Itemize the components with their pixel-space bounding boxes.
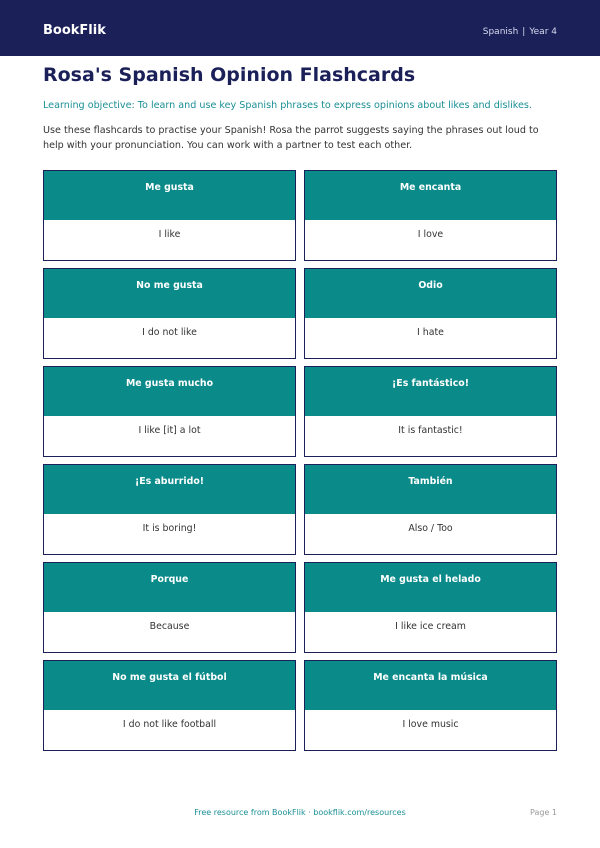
- flashcard: [43, 170, 296, 261]
- flashcard: [43, 464, 296, 555]
- flashcard-back: Also / Too: [408, 523, 453, 534]
- flashcard: [304, 660, 557, 751]
- course-meta: [483, 27, 557, 37]
- flashcard-back: I do not like: [142, 327, 197, 338]
- flashcard-back: I do not like football: [122, 719, 217, 730]
- flashcard-front: ¡Es aburrido!: [44, 465, 295, 514]
- flashcard-front: Me gusta: [44, 171, 295, 220]
- flashcard-back: I like [it] a lot: [138, 425, 201, 436]
- flashcard-grid: [43, 170, 557, 751]
- brand-logo[interactable]: BookFlik: [43, 23, 106, 38]
- meta-separator: |: [522, 27, 526, 37]
- flashcard-front: Odio: [305, 269, 556, 318]
- footer-credit-link[interactable]: Free resource from BookFlik · bookflik.com/resources: [194, 808, 406, 817]
- page-title: Rosa's Spanish Opinion Flashcards: [43, 64, 416, 86]
- learning-objective: Learning objective: To learn and use key Spanish phrases to express opinions about likes and dislikes.: [43, 100, 532, 111]
- flashcard: [304, 464, 557, 555]
- flashcard-front: También: [305, 465, 556, 514]
- flashcard-back: I hate: [417, 327, 444, 338]
- flashcard-front: No me gusta: [44, 269, 295, 318]
- flashcard: [43, 660, 296, 751]
- flashcard-back: It is fantastic!: [398, 425, 463, 436]
- flashcard-front: Porque: [44, 563, 295, 612]
- flashcard-front: No me gusta el fútbol: [44, 661, 295, 710]
- year-label: Year 4: [529, 27, 557, 37]
- flashcard-back: I love music: [402, 719, 459, 730]
- flashcard: [43, 366, 296, 457]
- flashcard-front: Me encanta: [305, 171, 556, 220]
- flashcard-front: Me gusta mucho: [44, 367, 295, 416]
- flashcard-front: Me encanta la música: [305, 661, 556, 710]
- top-bar: [0, 0, 600, 56]
- flashcard-front: ¡Es fantástico!: [305, 367, 556, 416]
- flashcard: [304, 268, 557, 359]
- page-number: Page 1: [530, 808, 557, 817]
- flashcard-back: It is boring!: [142, 523, 197, 534]
- flashcard-back: Because: [149, 621, 190, 632]
- flashcard: [43, 268, 296, 359]
- subject-label: Spanish: [482, 27, 519, 37]
- flashcard: [304, 170, 557, 261]
- flashcard: [304, 366, 557, 457]
- flashcard-front: Me gusta el helado: [305, 563, 556, 612]
- intro-text: Use these flashcards to practise your Spanish! Rosa the parrot suggests saying the phrases out loud to help with your pronunciation. You can work with a partner to test each other.: [43, 125, 539, 151]
- flashcard-back: I like ice cream: [395, 621, 466, 632]
- flashcard: [304, 562, 557, 653]
- flashcard: [43, 562, 296, 653]
- flashcard-back: I love: [417, 229, 444, 240]
- flashcard-back: I like: [158, 229, 181, 240]
